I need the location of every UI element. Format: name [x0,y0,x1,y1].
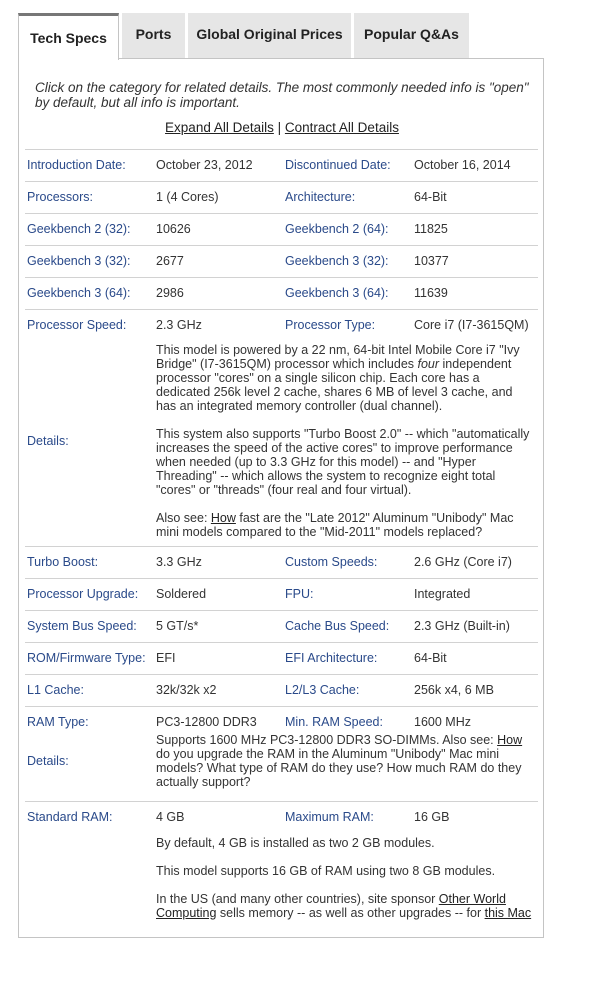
spec-label: Geekbench 3 (64): [27,286,131,300]
spec-row-rom-firmware[interactable] [25,642,538,675]
details-text: independent processor "cores" on a single silicon chip. Each core has a dedicated 256k level 2 cache, shares 6 MB of level 3 cache, and has an integrated memory controller (dual channel). [156,357,513,413]
spec-label: Geekbench 3 (32): [27,254,131,268]
standard-ram-details-text [156,836,536,934]
spec-value: 2.6 GHz (Core i7) [414,555,512,569]
spec-value: 4 GB [156,810,185,824]
details-text: fast are the "Late 2012" Aluminum "Unibody" Mac mini models compared to the "Mid-2011" models replaced? [156,511,514,539]
tab-bar [18,13,589,59]
spec-label: FPU: [285,587,314,601]
how-fast-link[interactable]: How [210,511,236,525]
spec-label: Min. RAM Speed: [285,715,383,729]
details-text: Supports 1600 MHz PC3-12800 DDR3 SO-DIMMs. Also see: [156,733,498,747]
spec-label: Geekbench 2 (32): [27,222,131,236]
tech-specs-panel [18,58,544,938]
spec-row-standard-ram[interactable] [25,801,538,1002]
tab-popular-qas[interactable]: Popular Q&As [354,13,469,58]
tab-global-original-prices[interactable]: Global Original Prices [188,13,351,58]
spec-row-turbo-boost[interactable] [25,546,538,579]
spec-value: Soldered [156,587,207,601]
link-separator: | [277,120,282,135]
spec-label: System Bus Speed: [27,619,137,633]
spec-row-geekbench3-64[interactable] [25,277,538,310]
this-mac-link[interactable]: this Mac [484,906,532,920]
spec-value: 11639 [414,286,448,300]
spec-value: 3.3 GHz [156,555,202,569]
spec-value: 1600 MHz [414,715,471,729]
tab-tech-specs[interactable]: Tech Specs [18,13,119,60]
spec-value: 256k x4, 6 MB [414,683,494,697]
details-text: sells memory -- as well as other upgrades -- for [216,906,485,920]
details-paragraph: This system also supports "Turbo Boost 2.0" -- which "automatically increases the speed of the active cores" to improve performance when needed (up to 3.3 GHz for this model) -- and "Hyper Threading" -- which allows the system to recognize eight total "cores" or "threads" (four real and four virtual). [156,427,530,497]
spec-row-introduction-date[interactable] [25,149,538,182]
spec-row-processor-upgrade[interactable] [25,578,538,611]
spec-label: Standard RAM: [27,810,113,824]
owc-link[interactable]: Other World Computing [156,892,506,920]
details-text: do you upgrade the RAM in the Aluminum "Unibody" Mac mini models? What type of RAM do they use? How much RAM do they actually support? [156,747,522,789]
spec-label: Processors: [27,190,93,204]
spec-label: Processor Speed: [27,318,127,332]
spec-label: Custom Speeds: [285,555,378,569]
contract-all-link[interactable]: Contract All Details [284,120,399,135]
spec-value: 5 GT/s* [156,619,199,633]
details-paragraph [156,343,536,413]
spec-label: Turbo Boost: [27,555,99,569]
spec-label: Cache Bus Speed: [285,619,390,633]
spec-row-system-bus-speed[interactable] [25,610,538,643]
spec-value: 10626 [156,222,191,236]
processor-details-text [156,343,536,553]
spec-label: L1 Cache: [27,683,84,697]
spec-label: EFI Architecture: [285,651,378,665]
details-text: This model is powered by a 22 nm, 64-bit Intel Mobile Core i7 "Ivy Bridge" (I7-3615QM) processor which includes [156,343,520,371]
spec-value: 2.3 GHz [156,318,202,332]
spec-value: 64-Bit [414,651,447,665]
details-paragraph: This model supports 16 GB of RAM using two 8 GB modules. [156,864,496,878]
spec-row-processors[interactable] [25,181,538,214]
details-paragraph [156,892,536,920]
tab-ports[interactable]: Ports [122,13,185,58]
spec-row-geekbench3-32[interactable] [25,245,538,278]
spec-value: 16 GB [414,810,450,824]
spec-label: Maximum RAM: [285,810,374,824]
spec-value: Core i7 (I7-3615QM) [414,318,529,332]
spec-row-l1-cache[interactable] [25,674,538,707]
spec-value: Integrated [414,587,471,601]
details-emphasis: four [417,357,440,371]
spec-value: 2.3 GHz (Built-in) [414,619,510,633]
details-paragraph [156,511,536,539]
spec-value: 10377 [414,254,449,268]
ram-details-text [156,733,536,789]
spec-label: Discontinued Date: [285,158,391,172]
details-label: Details: [27,754,69,768]
spec-value: 2677 [156,254,184,268]
spec-label: Geekbench 3 (32): [285,254,389,268]
spec-label: Geekbench 3 (64): [285,286,389,300]
spec-row-geekbench2[interactable] [25,213,538,246]
expand-contract-links [19,120,545,135]
spec-value: 1 (4 Cores) [156,190,219,204]
intro-text: Click on the category for related details. The most commonly needed info is "open" by default, but all info is important. [35,80,529,110]
spec-value: EFI [156,651,176,665]
spec-label: Architecture: [285,190,356,204]
spec-row-processor-speed[interactable] [25,309,538,547]
spec-label: Geekbench 2 (64): [285,222,389,236]
spec-label: Processor Type: [285,318,376,332]
spec-value: 64-Bit [414,190,447,204]
spec-label: Introduction Date: [27,158,126,172]
spec-row-ram-type[interactable] [25,706,538,802]
spec-value: 32k/32k x2 [156,683,217,697]
spec-label: RAM Type: [27,715,89,729]
expand-all-link[interactable]: Expand All Details [165,120,274,135]
details-text: In the US (and many other countries), site sponsor [156,892,439,906]
details-paragraph: By default, 4 GB is installed as two 2 GB modules. [156,836,435,850]
spec-value: PC3-12800 DDR3 [156,715,257,729]
details-text: Also see: [156,511,211,525]
spec-value: 11825 [414,222,448,236]
spec-label: ROM/Firmware Type: [27,651,146,665]
details-label: Details: [27,434,69,448]
how-upgrade-ram-link[interactable]: How [497,733,523,747]
spec-value: October 16, 2014 [414,158,511,172]
spec-value: 2986 [156,286,184,300]
spec-value: October 23, 2012 [156,158,253,172]
spec-label: L2/L3 Cache: [285,683,360,697]
spec-label: Processor Upgrade: [27,587,139,601]
